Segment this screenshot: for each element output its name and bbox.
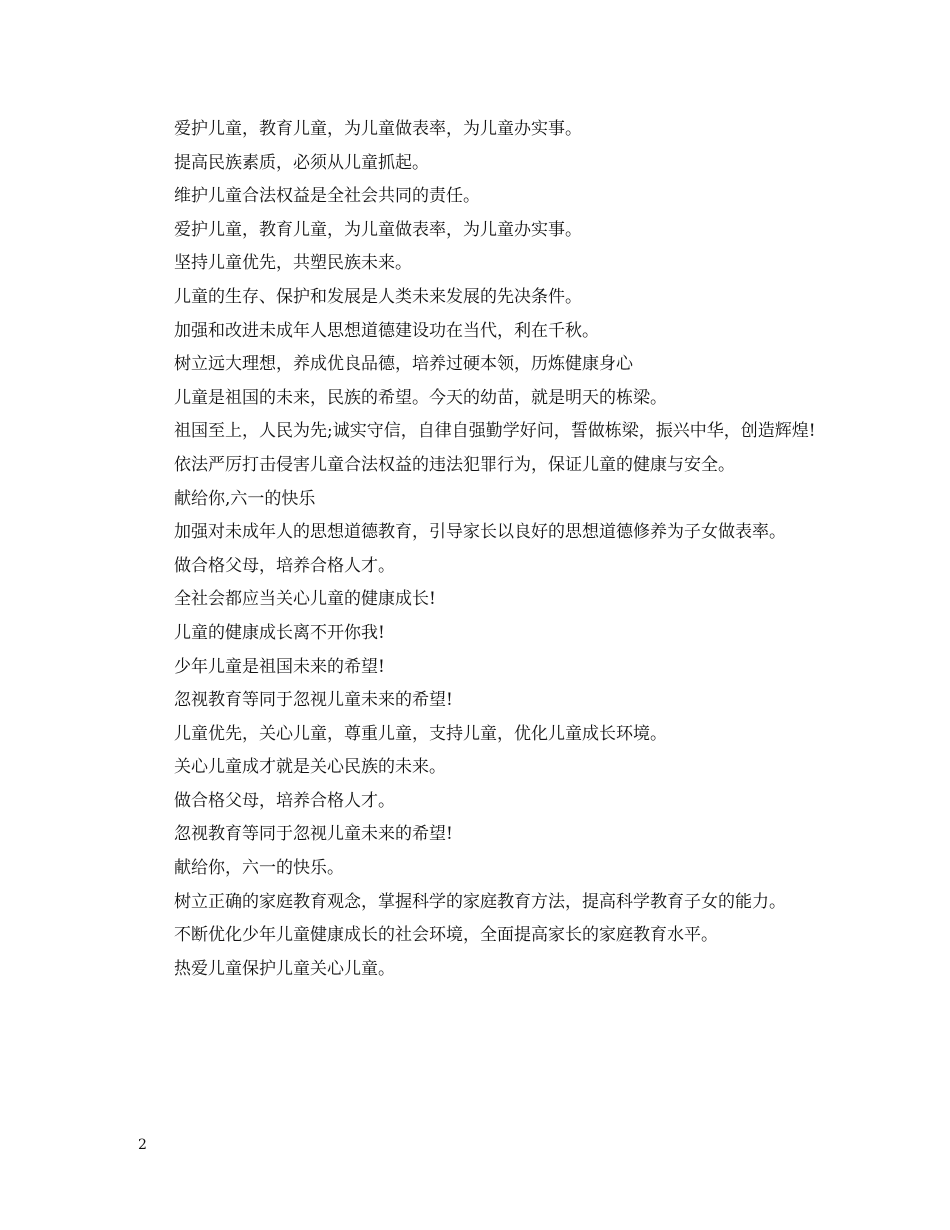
paragraph: 不断优化少年儿童健康成长的社会环境，全面提高家长的家庭教育水平。 <box>174 925 718 946</box>
paragraph: 全社会都应当关心儿童的健康成长! <box>174 589 436 610</box>
paragraph: 祖国至上，人民为先;诚实守信，自律自强勤学好问，誓做栋梁，振兴中华，创造辉煌! <box>174 421 816 442</box>
paragraph: 树立正确的家庭教育观念，掌握科学的家庭教育方法，提高科学教育子女的能力。 <box>174 891 786 912</box>
paragraph: 依法严厉打击侵害儿童合法权益的违法犯罪行为，保证儿童的健康与安全。 <box>174 454 735 475</box>
paragraph: 爱护儿童，教育儿童，为儿童做表率，为儿童办实事。 <box>174 119 582 139</box>
paragraph: 忽视教育等同于忽视儿童未来的希望! <box>174 690 453 711</box>
paragraph: 儿童的健康成长离不开你我! <box>174 622 385 643</box>
page-number: 2 <box>138 1137 147 1153</box>
paragraph: 加强对未成年人的思想道德教育，引导家长以良好的思想道德修养为子女做表率。 <box>174 522 786 543</box>
paragraph: 爱护儿童，教育儿童，为儿童做表率，为儿童办实事。 <box>174 219 582 240</box>
paragraph: 忽视教育等同于忽视儿童未来的希望! <box>174 824 453 845</box>
paragraph: 树立远大理想，养成优良品德，培养过硬本领，历炼健康身心 <box>174 354 633 375</box>
paragraph: 关心儿童成才就是关心民族的未来。 <box>174 757 446 778</box>
paragraph: 提高民族素质，必须从儿童抓起。 <box>174 152 429 173</box>
paragraph: 献给你,六一的快乐 <box>174 488 316 509</box>
body-text <box>140 113 820 986</box>
paragraph: 坚持儿童优先，共塑民族未来。 <box>174 253 412 274</box>
paragraph: 热爱儿童保护儿童关心儿童。 <box>174 958 395 979</box>
paragraph: 做合格父母，培养合格人才。 <box>174 790 395 811</box>
paragraph: 加强和改进未成年人思想道德建设功在当代，利在千秋。 <box>174 320 599 341</box>
paragraph: 少年儿童是祖国未来的希望! <box>174 656 385 677</box>
paragraph: 维护儿童合法权益是全社会共同的责任。 <box>174 186 480 207</box>
paragraph: 儿童是祖国的未来，民族的希望。今天的幼苗，就是明天的栋梁。 <box>174 387 667 408</box>
paragraph: 儿童优先，关心儿童，尊重儿童，支持儿童，优化儿童成长环境。 <box>174 723 667 744</box>
paragraph: 做合格父母，培养合格人才。 <box>174 555 395 576</box>
paragraph: 儿童的生存、保护和发展是人类未来发展的先决条件。 <box>174 286 582 307</box>
paragraph: 献给你，六一的快乐。 <box>174 858 344 879</box>
